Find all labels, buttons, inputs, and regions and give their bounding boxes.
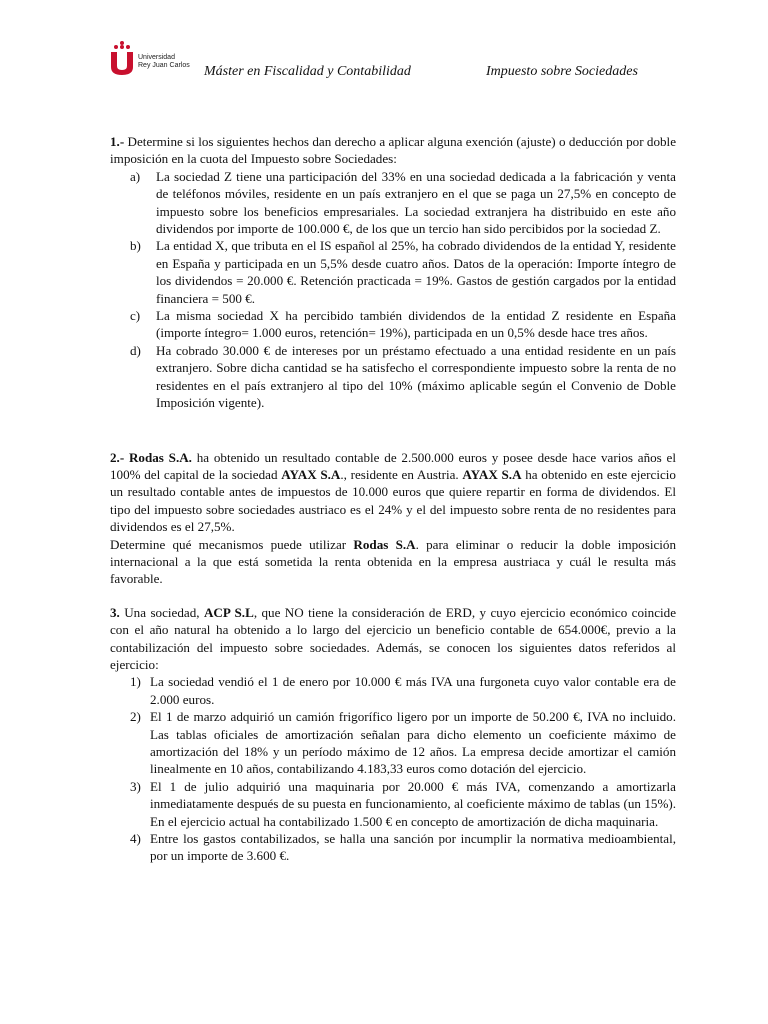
question-3-text: Una sociedad,: [119, 604, 204, 620]
list-marker: 2): [130, 709, 141, 725]
list-marker: 1): [130, 674, 141, 690]
list-item-text: Entre los gastos contabilizados, se halla una sanción por incumplir la normativa medioambiental, por un importe de 3.600 €.: [150, 831, 676, 864]
question-3-text: , que NO tiene la consideración de ERD, y cuyo ejercicio económico coincide con el año natural ha obtenido a lo largo del ejercicio un beneficio contable de 654.000€, previo a la contabilización del impuesto sobre sociedades. Además, se conocen los siguientes datos referidos al ejercicio:: [110, 604, 677, 672]
list-item-text: El 1 de marzo adquirió un camión frigorífico ligero por un importe de 50.200 €, IVA no incluido. Las tablas oficiales de amortización señalan para dicho elemento un coeficiente máximo de amortización del 18% y un período máximo de 12 años. La empresa decide amortizar el camión linealmente en 10 años, contabilizando 4.183,33 euros como dotación del ejercicio.: [150, 709, 676, 777]
question-2-text: Determine qué mecanismos puede utilizar: [110, 536, 354, 552]
question-2-text: ., residente en Austria.: [340, 466, 463, 482]
university-logo: [108, 40, 198, 80]
list-marker: c): [130, 308, 141, 324]
question-2-text: ha obtenido en este ejercicio un resultado contable antes de impuestos de 10.000 euros que quiere repartir en forma de dividendos. El tipo del impuesto sobre sociedades austriaco es el 24% y el del impuesto sobre renta de no residentes para dividendos es el 27,5%.: [110, 466, 676, 535]
header-master-title: Máster en Fiscalidad y Contabilidad: [204, 64, 411, 79]
question-2-text: . para eliminar o reducir la doble imposición internacional a la que está sometida la renta obtenida en la empresa austriaca y cuál le resulta más favorable.: [110, 536, 676, 587]
list-item: [110, 342, 676, 412]
university-name-line2: Rey Juan Carlos: [138, 62, 190, 69]
company-name: Rodas S.A.: [128, 449, 192, 465]
spacer: [110, 412, 676, 449]
question-3-intro: [110, 604, 676, 674]
list-marker: 3): [130, 778, 141, 794]
company-name: AYAX S.A: [462, 466, 522, 482]
question-2-paragraph: [110, 449, 676, 536]
list-item-text: La entidad X, que tributa en el IS español al 25%, ha cobrado dividendos de la entidad Y, residente en España y participada en un 5,5% desde cuatro años. Datos de la operación: Importe íntegro de los dividendos = 20.000 €. Retención practicada = 19%. Gastos de gestión cargados por la entidad financiera = 500 €.: [156, 238, 676, 306]
list-item: [110, 830, 676, 865]
question-2-text: ha obtenido un resultado contable de 2.500.000 euros y posee desde hace varios años el 100% del capital de la sociedad: [110, 449, 676, 482]
list-marker: d): [130, 342, 141, 358]
list-item-text: Ha cobrado 30.000 € de intereses por un préstamo efectuado a una entidad residente en un país extranjero. Sobre dicha cantidad se ha satisfecho el correspondiente impuesto sobre la renta de no residentes en el país extranjero al tipo del 10% (máximo aplicable según el Convenio de Doble Imposición vigente).: [156, 342, 676, 411]
question-2-task: [110, 536, 676, 588]
question-3-number: 3.: [110, 604, 120, 620]
page-header: [108, 40, 668, 84]
question-1-text: Determine si los siguientes hechos dan derecho a aplicar alguna exención (ajuste) o deducción por doble imposición en la cuota del Impuesto sobre Sociedades:: [110, 134, 676, 167]
document-body: [110, 133, 676, 865]
question-2-number: 2.-: [110, 449, 125, 465]
list-marker: b): [130, 238, 141, 254]
company-name: ACP S.L: [203, 604, 254, 620]
urjc-logo-icon: [108, 40, 136, 76]
list-item-text: El 1 de julio adquirió una maquinaria por 20.000 € más IVA, comenzando a amortizarla inmediatamente después de su puesta en funcionamiento, al coeficiente máximo de tablas (un 15%). En el ejercicio actual ha contabilizado 1.500 € en concepto de amortización de dicha maquinaria.: [150, 778, 676, 829]
company-name: Rodas S.A: [353, 536, 416, 552]
spacer: [110, 588, 676, 604]
header-subject-title: Impuesto sobre Sociedades: [486, 64, 638, 79]
list-marker: a): [130, 168, 141, 184]
list-item: [110, 708, 676, 778]
list-item: [110, 673, 676, 708]
university-name-line1: Universidad: [138, 54, 175, 61]
question-1-number: 1.-: [110, 134, 125, 149]
list-marker: 4): [130, 831, 141, 847]
list-item-text: La sociedad Z tiene una participación del 33% en una sociedad dedicada a la fabricación y venta de teléfonos móviles, residente en un país extranjero en el que se paga un 27,5% en concepto de impuesto sobre los beneficios empresariales. La sociedad extranjera ha distribuido en este año dividendos por importe de 100.000 €, de los que un tercio han sido percibidos por la sociedad Z.: [156, 168, 676, 237]
list-item-text: La misma sociedad X ha percibido también dividendos de la entidad Z residente en España (importe íntegro= 1.000 euros, retención= 19%), participada en un 0,5% desde hace tres años.: [156, 308, 676, 341]
university-name: [138, 54, 190, 70]
question-1-intro: [110, 133, 676, 168]
list-item-text: La sociedad vendió el 1 de enero por 10.000 € más IVA una furgoneta cuyo valor contable era de 2.000 euros.: [150, 674, 676, 707]
list-item: [110, 307, 676, 342]
company-name: AYAX S.A: [281, 466, 341, 482]
list-item: [110, 237, 676, 307]
list-item: [110, 778, 676, 830]
list-item: [110, 168, 676, 238]
